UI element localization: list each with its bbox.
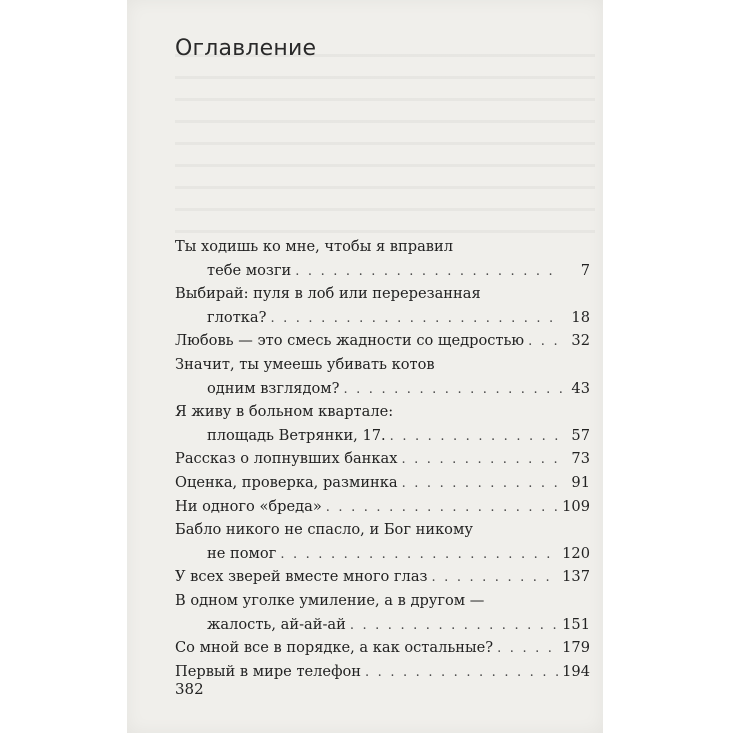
toc-entry-page: 32 <box>571 332 590 350</box>
toc-entry-line <box>175 495 590 519</box>
toc-entry-page: 137 <box>562 568 590 586</box>
toc-entry-title: Рассказ о лопнувших банках <box>175 450 398 468</box>
toc-entry <box>175 565 590 589</box>
toc-entry <box>175 353 590 400</box>
dot-leader <box>390 425 562 449</box>
toc-entry-title: Ни одного «бреда» <box>175 497 322 515</box>
dot-leader <box>350 614 558 638</box>
dot-leader <box>326 496 558 520</box>
toc-entry-title: жалость, ай-ай-ай <box>207 615 346 633</box>
toc-entry-title: одним взглядом? <box>207 379 340 397</box>
toc-entry <box>175 471 590 495</box>
toc-entry-line <box>175 235 590 259</box>
toc-entry-line <box>175 565 590 589</box>
dot-leader <box>401 448 562 472</box>
toc-entry-title: Любовь — это смесь жадности со щедростью <box>175 332 525 350</box>
toc-entry-line <box>175 447 590 471</box>
toc-entry <box>175 282 590 329</box>
toc-entry-title: У всех зверей вместе много глаз <box>175 568 428 586</box>
dot-leader <box>497 637 558 661</box>
toc-entry-page: 7 <box>580 261 590 279</box>
toc-entry-page: 43 <box>571 379 590 397</box>
toc-entry-page: 18 <box>571 308 590 326</box>
toc-entry-line <box>175 377 590 401</box>
table-of-contents <box>175 235 590 683</box>
dot-leader <box>402 472 562 496</box>
dot-leader <box>270 307 562 331</box>
toc-heading: Оглавление <box>175 36 317 61</box>
dot-leader <box>431 566 558 590</box>
toc-entry-line <box>175 259 590 283</box>
toc-entry-line <box>175 282 590 306</box>
toc-entry-line <box>175 471 590 495</box>
toc-entry <box>175 660 590 684</box>
toc-entry-line <box>175 660 590 684</box>
toc-entry-line <box>175 400 590 424</box>
dot-leader <box>343 378 562 402</box>
toc-entry-page: 109 <box>562 497 590 515</box>
toc-entry-title: тебе мозги <box>207 261 292 279</box>
toc-entry <box>175 589 590 636</box>
toc-entry-line <box>175 353 590 377</box>
toc-entry-line <box>175 613 590 637</box>
toc-entry <box>175 235 590 282</box>
toc-entry-title: В одном уголке умиление, а в другом — <box>175 591 485 609</box>
toc-entry-title: Бабло никого не спасло, и Бог никому <box>175 521 473 539</box>
toc-entry-title: Со мной все в порядке, а как остальные? <box>175 639 494 657</box>
toc-entry-page: 194 <box>562 662 590 680</box>
toc-entry-page: 73 <box>571 450 590 468</box>
toc-entry-title: не помог <box>207 544 277 562</box>
toc-entry-line <box>175 542 590 566</box>
toc-entry-title: Значит, ты умеешь убивать котов <box>175 355 435 373</box>
toc-entry-title: площадь Ветрянки, 17. <box>207 426 386 444</box>
dot-leader <box>528 330 562 354</box>
toc-entry-line <box>175 589 590 613</box>
toc-entry-page: 120 <box>562 544 590 562</box>
toc-entry-title: Я живу в больном квартале: <box>175 403 394 421</box>
toc-entry-line <box>175 518 590 542</box>
dot-leader <box>280 543 558 567</box>
dot-leader <box>295 260 562 284</box>
dot-leader <box>365 661 558 685</box>
toc-entry <box>175 495 590 519</box>
toc-entry-page: 91 <box>571 473 590 491</box>
toc-entry-line <box>175 424 590 448</box>
toc-entry <box>175 518 590 565</box>
toc-entry-title: глотка? <box>207 308 267 326</box>
toc-entry-line <box>175 306 590 330</box>
show-through-text <box>175 40 595 240</box>
toc-entry-title: Выбирай: пуля в лоб или перерезанная <box>175 285 481 303</box>
toc-entry <box>175 636 590 660</box>
toc-entry-page: 179 <box>562 639 590 657</box>
toc-entry-line <box>175 329 590 353</box>
toc-entry-title: Ты ходишь ко мне, чтобы я вправил <box>175 238 454 255</box>
toc-entry-line <box>175 636 590 660</box>
toc-entry <box>175 447 590 471</box>
toc-entry <box>175 329 590 353</box>
toc-entry-page: 151 <box>562 615 590 633</box>
toc-entry <box>175 400 590 447</box>
toc-entry-title: Первый в мире телефон <box>175 662 362 680</box>
page-number: 382 <box>175 680 204 698</box>
toc-entry-title: Оценка, проверка, разминка <box>175 473 398 491</box>
toc-entry-page: 57 <box>571 426 590 444</box>
